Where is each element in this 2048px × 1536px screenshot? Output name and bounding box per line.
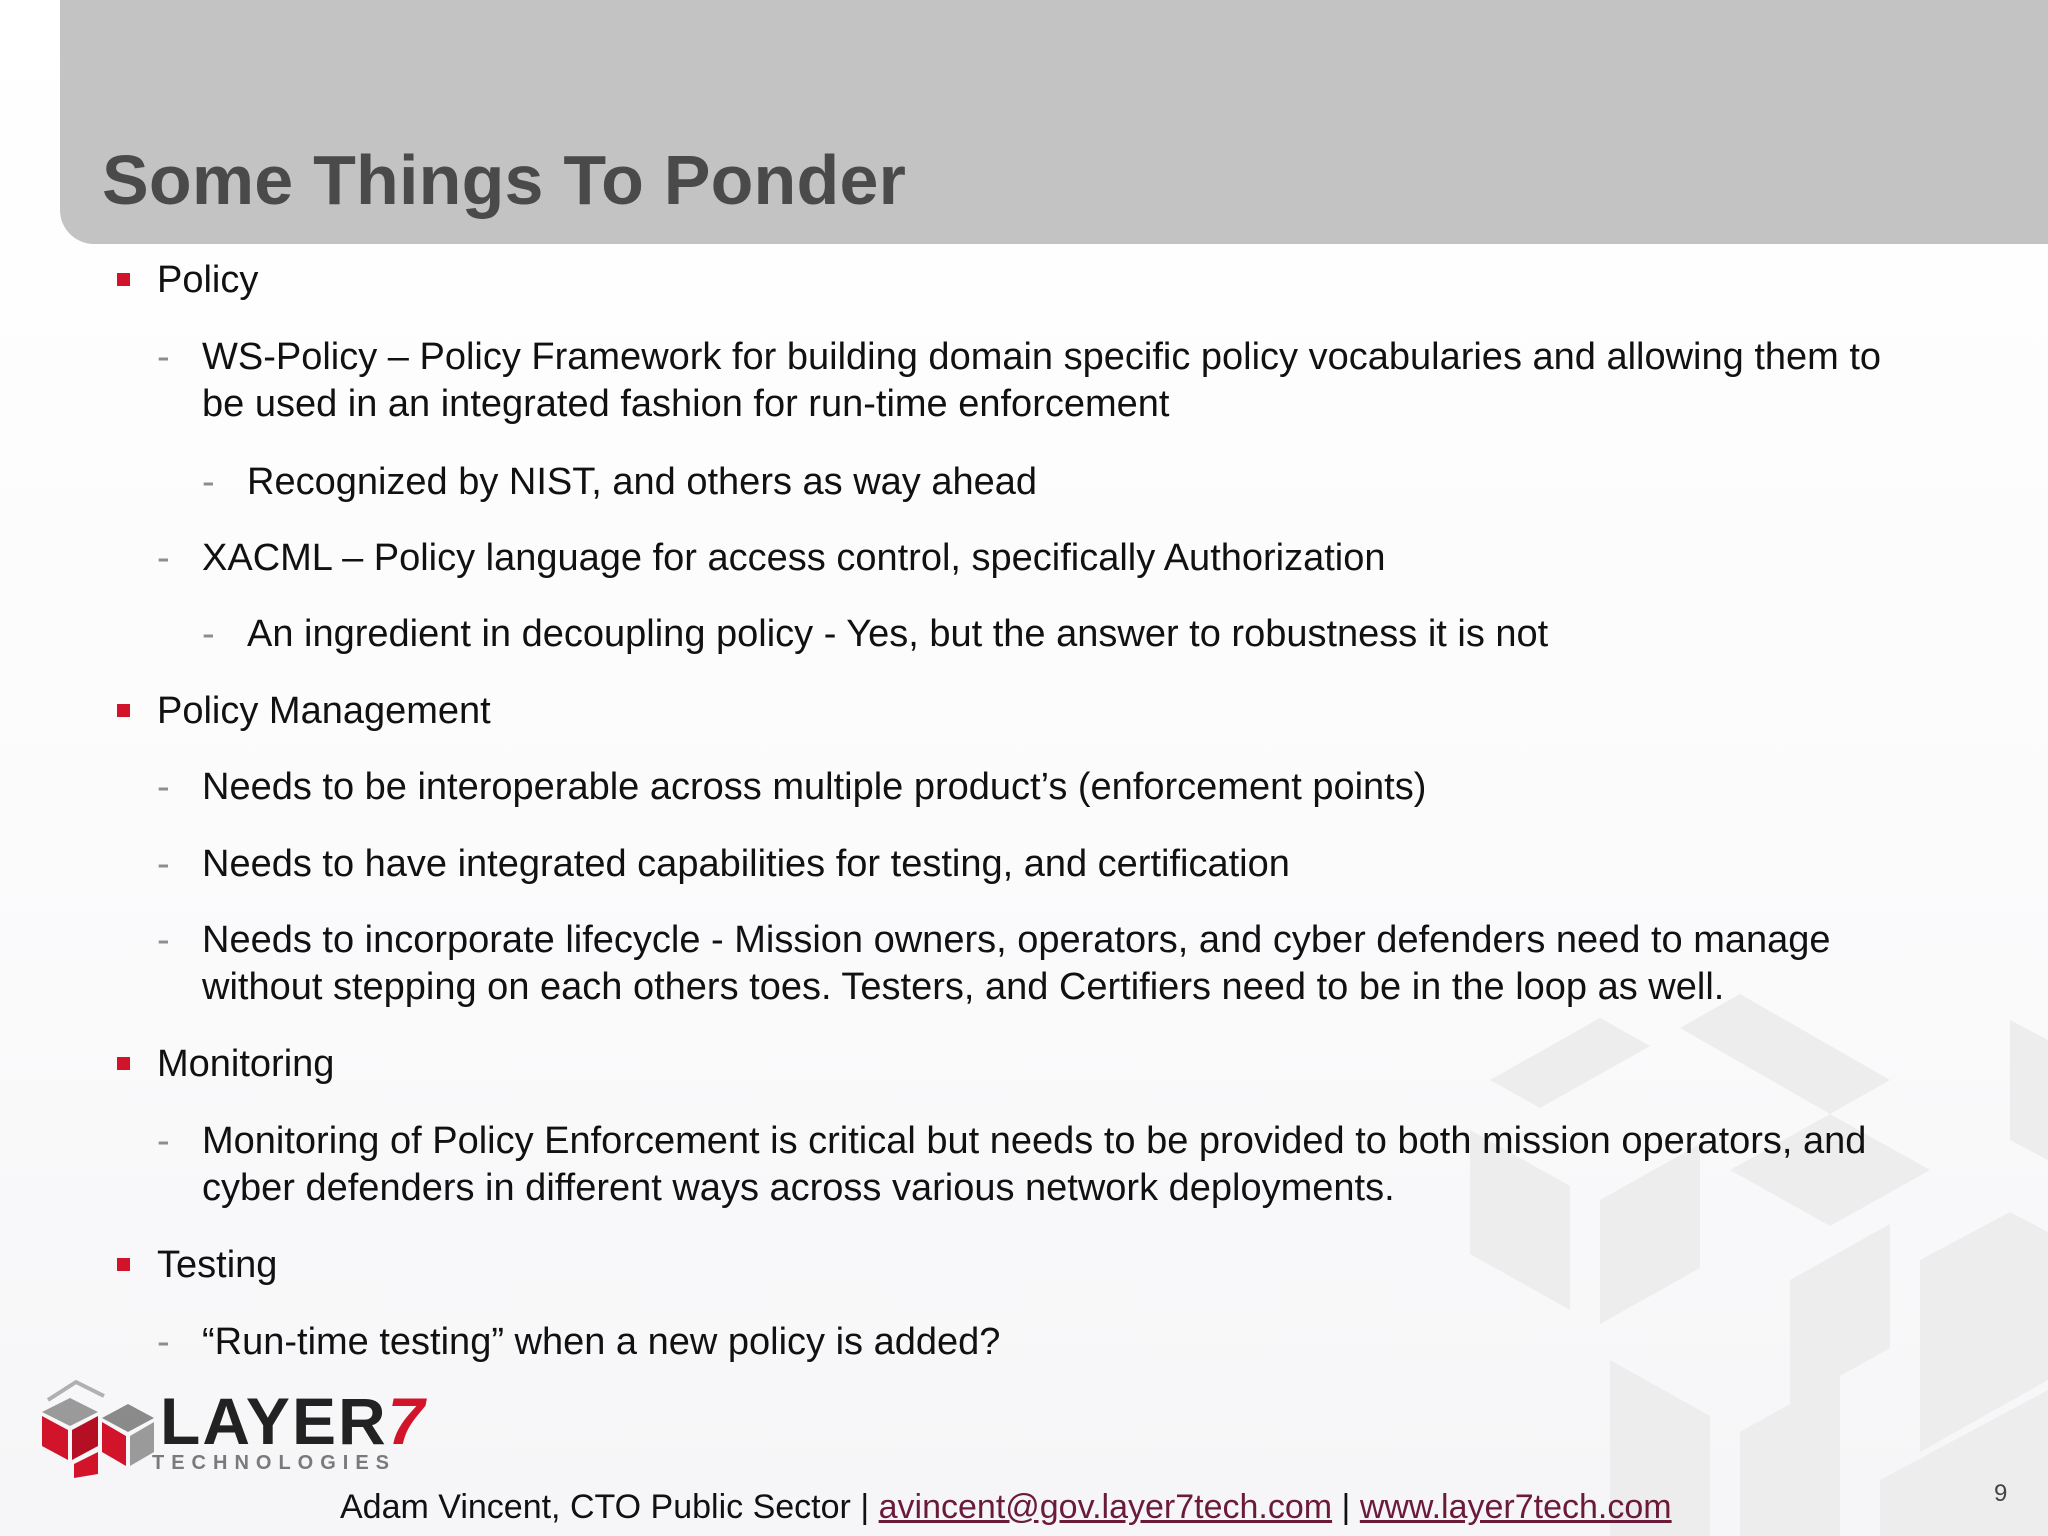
sub-bullet-text: Needs to be interoperable across multiple product’s (enforcement points) (202, 766, 1427, 808)
sub-bullet-text-line-1: Needs to incorporate lifecycle - Mission owners, operators, and cyber defenders need to manage (202, 919, 1831, 961)
dash-marker: - (157, 1120, 170, 1162)
sub-bullet-text-line-1: Monitoring of Policy Enforcement is critical but needs to be provided to both mission operators, and (202, 1120, 1867, 1162)
sub-bullet-text-line-2: be used in an integrated fashion for run-time enforcement (202, 383, 1170, 425)
bullet-marker-icon (117, 1057, 130, 1070)
dash-marker: - (157, 1321, 170, 1363)
sub-bullet-text-line-2: cyber defenders in different ways across various network deployments. (202, 1167, 1395, 1209)
footer-separator: | (860, 1488, 870, 1526)
page-number: 9 (1994, 1480, 2008, 1507)
sub-bullet-text-line-1: WS-Policy – Policy Framework for building domain specific policy vocabularies and allowing them to (202, 336, 1882, 378)
logo-wordmark (160, 1384, 427, 1458)
bullet-marker-icon (117, 273, 130, 286)
dash-marker: - (157, 336, 170, 378)
dash-marker: - (202, 461, 215, 503)
sub-sub-bullet-text: An ingredient in decoupling policy - Yes, but the answer to robustness it is not (247, 613, 1549, 655)
sub-bullet-text: XACML – Policy language for access control, specifically Authorization (202, 537, 1386, 579)
sub-bullet-text-line-2: without stepping on each others toes. Testers, and Certifiers need to be in the loop as well. (202, 966, 1725, 1008)
footer-website-link[interactable]: www.layer7tech.com (1359, 1488, 1672, 1526)
footer (340, 1486, 1672, 1528)
layer7-watermark-icon (1450, 980, 2048, 1536)
dash-marker: - (157, 766, 170, 808)
dash-marker: - (157, 843, 170, 885)
bullet-text: Testing (157, 1244, 278, 1286)
bullet-marker-icon (117, 1258, 130, 1271)
logo-number-text: 7 (387, 1384, 427, 1458)
dash-marker: - (202, 613, 215, 655)
sub-bullet-text: Needs to have integrated capabilities for testing, and certification (202, 843, 1290, 885)
logo-subtitle: TECHNOLOGIES (152, 1452, 397, 1474)
footer-email-link[interactable]: avincent@gov.layer7tech.com (878, 1488, 1333, 1526)
sub-sub-bullet-text: Recognized by NIST, and others as way ahead (247, 461, 1038, 503)
dash-marker: - (157, 537, 170, 579)
bullet-text: Monitoring (157, 1043, 335, 1085)
footer-author: Adam Vincent, CTO Public Sector (340, 1488, 851, 1526)
sub-bullet-text: “Run-time testing” when a new policy is added? (202, 1321, 1001, 1363)
bullet-text: Policy (157, 259, 259, 301)
logo-word-text: LAYER (160, 1384, 388, 1458)
slide-title: Some Things To Ponder (102, 141, 907, 219)
bullet-marker-icon (117, 704, 130, 717)
dash-marker: - (157, 919, 170, 961)
bullet-text: Policy Management (157, 690, 491, 732)
footer-separator: | (1341, 1488, 1351, 1526)
